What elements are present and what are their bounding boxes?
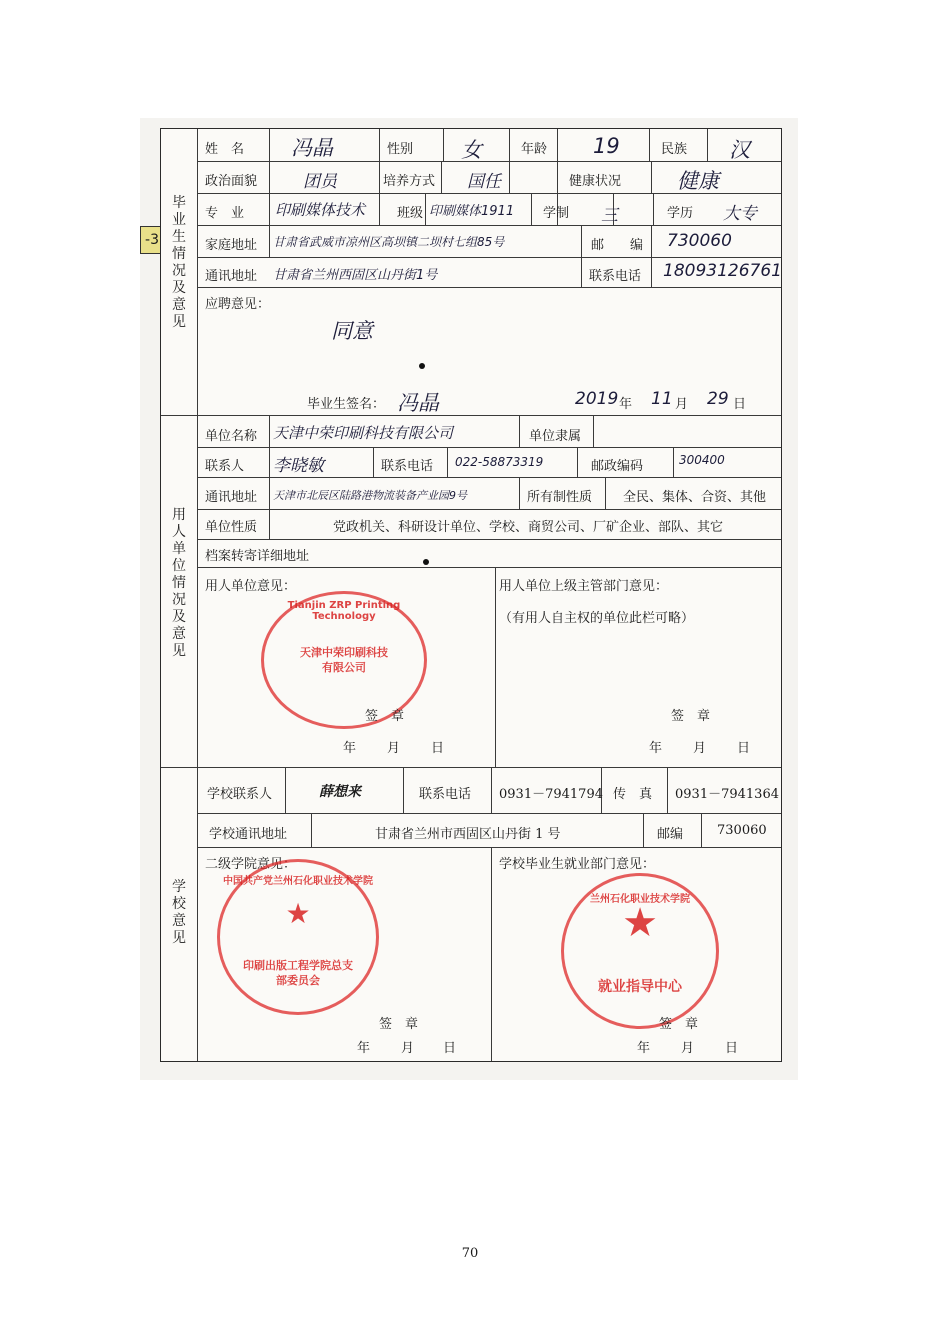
superior-day: 日	[737, 741, 751, 756]
school-contact-label: 学校联系人	[207, 787, 273, 802]
ownership-value: 全民、集体、合资、其他	[623, 490, 767, 505]
contact-value: 李晓敏	[273, 456, 324, 476]
center-day: 日	[725, 1041, 739, 1056]
center-month: 月	[681, 1041, 695, 1056]
dept-stamp-label: 签 章	[379, 1017, 419, 1032]
employer-day: 日	[431, 741, 445, 756]
day-label: 日	[733, 397, 747, 412]
employment-form	[160, 128, 782, 1062]
sign-label: 毕业生签名：	[307, 397, 386, 412]
sign-value: 冯晶	[397, 391, 439, 415]
dept-day: 日	[443, 1041, 457, 1056]
degree-label: 学历	[667, 206, 694, 221]
training-label: 培养方式	[383, 174, 436, 189]
seal-star: ★	[285, 897, 311, 930]
degree-value: 大专	[723, 204, 757, 224]
ethnic-value: 汉	[729, 138, 750, 162]
contact-label: 联系人	[205, 459, 245, 474]
ethnic-label: 民族	[661, 142, 688, 157]
date-year-value: 2019	[575, 389, 619, 409]
type-label: 单位性质	[205, 520, 258, 535]
unit-label: 单位名称	[205, 429, 258, 444]
type-value: 党政机关、科研设计单位、学校、商贸公司、厂矿企业、部队、其它	[333, 520, 724, 535]
school-contact-value: 薛想来	[319, 784, 361, 800]
health-value: 健康	[677, 169, 719, 193]
political-label: 政治面貌	[205, 174, 258, 189]
unit-value: 天津中荣印刷科技有限公司	[273, 424, 454, 442]
class-value: 印刷媒体1911	[429, 204, 515, 219]
mail-label: 通讯地址	[205, 269, 258, 284]
age-label: 年龄	[521, 142, 548, 157]
mail-value: 甘肃省兰州西固区山丹街1号	[273, 268, 438, 283]
center-year: 年	[637, 1041, 651, 1056]
dept-label: 二级学院意见：	[205, 857, 297, 872]
duration-value: 三	[601, 206, 618, 226]
ownership-label: 所有制性质	[527, 490, 593, 505]
dept-year: 年	[357, 1041, 371, 1056]
section-graduate-label: 毕业生情况及意见	[172, 195, 186, 330]
home-label: 家庭地址	[205, 238, 258, 253]
employer-year: 年	[343, 741, 357, 756]
name-label: 姓 名	[205, 142, 245, 157]
major-label: 专 业	[205, 206, 245, 221]
school-phone-value: 0931－7941794	[499, 787, 603, 802]
phone-label: 联系电话	[589, 269, 642, 284]
fax-value: 0931－7941364	[675, 787, 779, 802]
section-employer-label: 用人单位情况及意见	[172, 507, 186, 659]
employer-month: 月	[387, 741, 401, 756]
duration-label: 学制	[543, 206, 570, 221]
side-tab: -3	[140, 226, 164, 254]
superior-month: 月	[693, 741, 707, 756]
gender-value: 女	[461, 138, 482, 162]
section-school-label: 学校意见	[172, 879, 186, 946]
dept-month: 月	[401, 1041, 415, 1056]
employer-postcode-value: 300400	[679, 453, 725, 467]
employer-address-label: 通讯地址	[205, 490, 258, 505]
postcode-label: 邮 编	[591, 238, 644, 253]
major-value: 印刷媒体技术	[275, 201, 366, 219]
age-value: 19	[593, 134, 620, 158]
employer-postcode-label: 邮政编码	[591, 459, 644, 474]
name-value: 冯晶	[291, 136, 333, 160]
employer-address-value: 天津市北辰区陆路港物流装备产业园9号	[273, 489, 467, 502]
superior-label: 用人单位上级主管部门意见：	[499, 579, 669, 594]
class-label: 班级	[397, 206, 424, 221]
superior-year: 年	[649, 741, 663, 756]
school-address-value: 甘肃省兰州市西固区山丹街 1 号	[375, 827, 561, 842]
opinion-label: 应聘意见：	[205, 297, 271, 312]
seal-star-2: ★	[622, 900, 658, 946]
phone-value: 18093126761	[663, 261, 782, 281]
affil-label: 单位隶属	[529, 429, 582, 444]
center-label: 学校毕业生就业部门意见：	[499, 857, 656, 872]
page-number: 70	[461, 1246, 479, 1261]
mark-dot-2	[423, 559, 429, 565]
mark-dot	[419, 363, 425, 369]
gender-label: 性别	[387, 142, 414, 157]
date-month-value: 11	[651, 389, 673, 409]
year-label: 年	[619, 397, 633, 412]
school-postcode-label: 邮编	[657, 827, 684, 842]
political-value: 团员	[303, 172, 337, 192]
employer-seal: Tianjin ZRP Printing Technology 天津中荣印刷科技有限公司	[261, 591, 427, 729]
college-party-seal: 中国共产党兰州石化职业技术学院 ★ 印刷出版工程学院总支部委员会	[217, 859, 379, 1015]
superior-note: （有用人自主权的单位此栏可略）	[499, 611, 695, 626]
opinion-value: 同意	[331, 319, 373, 343]
date-day-value: 29	[707, 389, 729, 409]
fax-label: 传 真	[613, 787, 653, 802]
center-stamp-label: 签 章	[659, 1017, 699, 1032]
employer-phone-label: 联系电话	[381, 459, 434, 474]
employer-phone-value: 022-58873319	[455, 455, 544, 469]
month-label: 月	[675, 397, 689, 412]
health-label: 健康状况	[569, 174, 622, 189]
school-postcode-value: 730060	[717, 823, 767, 838]
employer-opinion-label: 用人单位意见：	[205, 579, 297, 594]
archive-label: 档案转寄详细地址	[205, 549, 310, 564]
superior-stamp-label: 签 章	[671, 709, 711, 724]
postcode-value: 730060	[667, 231, 732, 251]
training-value: 国任	[467, 172, 501, 192]
employer-stamp-label: 签 章	[365, 709, 405, 724]
school-address-label: 学校通讯地址	[209, 827, 288, 842]
home-value: 甘肃省武威市凉州区高坝镇二坝村七组85号	[273, 235, 505, 249]
school-phone-label: 联系电话	[419, 787, 472, 802]
employment-center-seal: 兰州石化职业技术学院 ★ 就业指导中心	[561, 873, 719, 1029]
